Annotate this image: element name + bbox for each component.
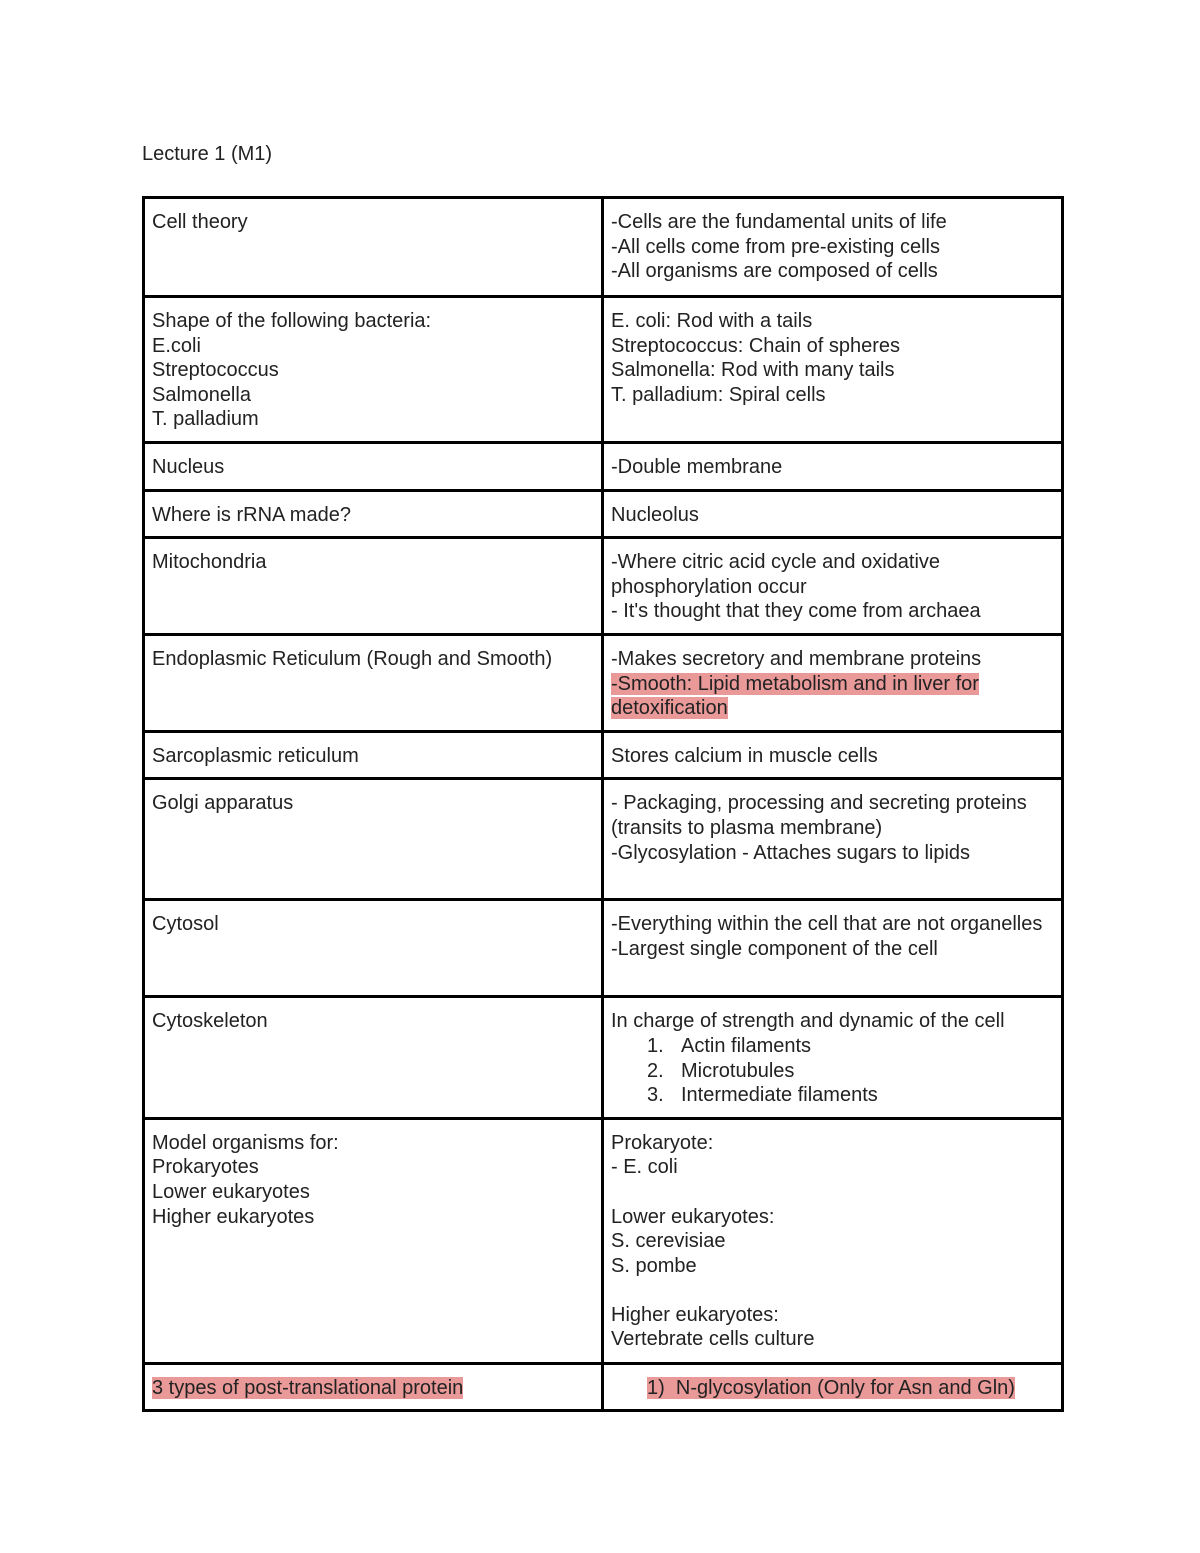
term-text: Prokaryotes [152,1156,259,1179]
table-row [144,997,1063,1118]
table-row [144,198,1063,297]
term-text: Cytosol [152,913,219,936]
answer-text: E. coli: Rod with a tails [611,310,813,332]
answer-cell [603,1363,1063,1411]
spacer [611,1278,1054,1303]
answer-text: -Largest single component of the cell [611,937,938,960]
term-cell [144,779,603,900]
notes-table [142,196,1064,1412]
answer-cell [603,1118,1063,1363]
term-text: Where is rRNA made? [152,503,351,526]
term-text: Shape of the following bacteria: [152,310,432,332]
term-text: Higher eukaryotes [152,1205,315,1228]
table-row [144,731,1063,779]
term-text: Mitochondria [152,551,267,574]
term-text: Streptococcus [152,359,279,382]
table-row [144,1118,1063,1363]
table-row [144,490,1063,538]
term-cell [144,997,603,1118]
answer-cell [603,538,1063,635]
list-item: 3. Intermediate filaments [647,1084,878,1107]
answer-text: Nucleolus [611,503,699,526]
highlight-mark: 3 types of post-translational protein [152,1376,464,1399]
answer-cell [603,297,1063,443]
answer-cell [603,779,1063,900]
term-cell [144,900,603,997]
table-row [144,779,1063,900]
table-row [144,443,1063,491]
table-row [144,900,1063,997]
term-cell [144,1118,603,1363]
answer-text: -All cells come from pre-existing cells [611,235,940,258]
term-cell [144,490,603,538]
answer-text: -Double membrane [611,456,783,478]
answer-text: Salmonella: Rod with many tails [611,359,895,382]
answer-text: Higher eukaryotes: [611,1303,779,1326]
term-cell [144,1363,603,1411]
term-cell [144,443,603,491]
list-item: 1. Actin filaments [647,1034,812,1057]
answer-cell [603,443,1063,491]
term-text: Model organisms for: [152,1131,339,1154]
answer-text: Streptococcus: Chain of spheres [611,334,901,357]
answer-cell [603,731,1063,779]
answer-text: In charge of strength and dynamic of the cell [611,1010,1005,1033]
term-text: Sarcoplasmic reticulum [152,744,359,767]
table-row [144,1363,1063,1411]
answer-text: T. palladium: Spiral cells [611,383,826,406]
answer-text: -Glycosylation - Attaches sugars to lipids [611,841,971,864]
numbered-list [611,1034,1054,1108]
table-row [144,297,1063,443]
answer-text: -Makes secretory and membrane proteins [611,647,982,670]
table-row [144,538,1063,635]
answer-cell [603,490,1063,538]
answer-text: - E. coli [611,1156,678,1179]
highlight-mark: 1) N-glycosylation (Only for Asn and Gln) [647,1376,1015,1399]
answer-text: Prokaryote: [611,1131,714,1154]
answer-cell [603,997,1063,1118]
term-text: Golgi apparatus [152,792,294,815]
answer-text: Stores calcium in muscle cells [611,744,878,767]
term-cell [144,731,603,779]
answer-text: - It's thought that they come from archaea [611,600,981,623]
term-cell [144,634,603,731]
answer-cell [603,198,1063,297]
term-text: Cytoskeleton [152,1010,268,1033]
answer-text: - Packaging, processing and secreting proteins (transits to plasma membrane) [611,792,1027,839]
term-text: T. palladium [152,408,259,431]
answer-text: Vertebrate cells culture [611,1328,815,1351]
term-text: Salmonella [152,383,251,406]
term-text-highlighted [152,1376,594,1401]
list-item: 2. Microtubules [647,1059,795,1082]
table-row [144,634,1063,731]
term-cell [144,538,603,635]
term-text: Lower eukaryotes [152,1180,310,1203]
answer-cell [603,900,1063,997]
answer-text: -Everything within the cell that are not organelles [611,913,1043,936]
page-title: Lecture 1 (M1) [142,143,273,165]
spacer [611,1180,1054,1205]
answer-text: -All organisms are composed of cells [611,260,938,283]
term-text: E.coli [152,334,201,357]
highlight-mark: -Smooth: Lipid metabolism and in liver for detoxification [611,672,979,720]
answer-text: S. cerevisiae [611,1230,726,1253]
term-cell [144,297,603,443]
term-cell [144,198,603,297]
answer-text: Lower eukaryotes: [611,1205,775,1228]
answer-cell [603,634,1063,731]
answer-text: S. pombe [611,1254,697,1277]
term-text: Endoplasmic Reticulum (Rough and Smooth) [152,647,553,670]
answer-text: -Cells are the fundamental units of life [611,211,947,233]
answer-text: -Where citric acid cycle and oxidative phosphorylation occur [611,551,941,598]
term-text: Cell theory [152,211,248,233]
answer-text-highlighted [611,1376,1054,1401]
answer-text-highlighted [611,672,1054,721]
term-text: Nucleus [152,456,225,478]
